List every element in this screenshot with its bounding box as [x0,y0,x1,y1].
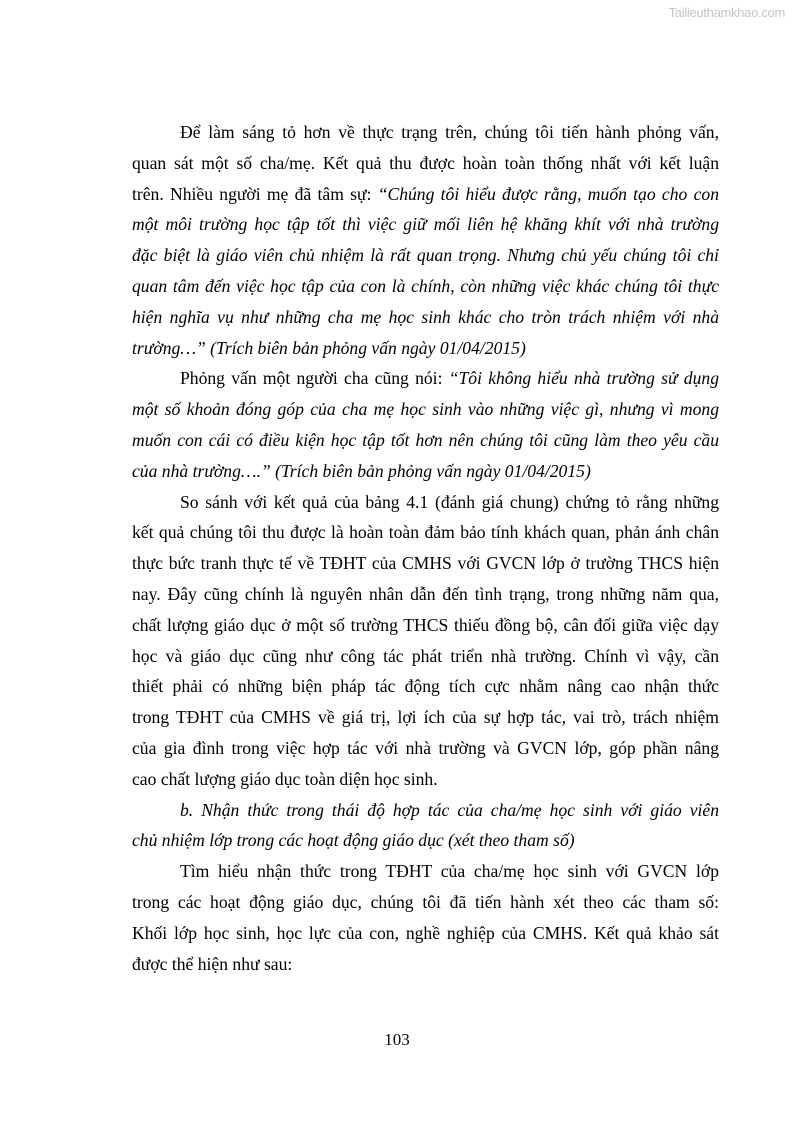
text: Tìm hiểu nhận thức trong TĐHT của cha/mẹ học sinh với GVCN lớp [180,861,719,882]
text-line [132,363,719,394]
text-line [132,517,719,548]
text-line [132,579,719,610]
text: chất lượng giáo dục ở một số trường THCS thiếu đồng bộ, cân đối giữa việc dạy [132,614,719,635]
italic-text: hiện nghĩa vụ như những cha mẹ học sinh khác cho tròn trách nhiệm với nhà [132,306,719,327]
text-line [132,641,719,672]
text-line [132,825,719,856]
text: học và giáo dục cũng như công tác phát triển nhà trường. Chính vì vậy, cần [132,645,719,666]
text-line [132,949,719,980]
text-line [132,764,719,795]
text: Phỏng vấn một người cha cũng nói: [180,368,449,389]
text: Khối lớp học sinh, học lực của con, nghề nghiệp của CMHS. Kết quả khảo sát [132,922,719,943]
text-line [132,456,719,487]
text: Để làm sáng tỏ hơn về thực trạng trên, chúng tôi tiến hành phỏng vấn, [180,122,719,142]
text: nay. Đây cũng chính là nguyên nhân dẫn đến tình trạng, trong những năm qua, [132,583,719,604]
text-line [132,610,719,641]
text: trong TĐHT của CMHS về giá trị, lợi ích của sự hợp tác, vai trò, trách nhiệm [132,707,719,728]
text-line [132,487,719,518]
text: của gia đình trong việc hợp tác với nhà trường và GVCN lớp, góp phần nâng [132,737,719,758]
text-line [132,795,719,826]
italic-text: “Chúng tôi hiểu được rằng, muốn tạo cho con [377,183,719,204]
text: thực bức tranh thực tế về TĐHT của CMHS với GVCN lớp ở trường THCS hiện [132,553,719,574]
italic-text: muốn con cái có điều kiện học tập tốt hơn nên chúng tôi cũng làm theo yêu cầu [132,429,719,450]
italic-text: b. Nhận thức trong thái độ hợp tác của cha/mẹ học sinh với giáo viên [180,799,719,820]
italic-text: quan tâm đến việc học tập của con là chính, còn những việc khác chúng tôi thực [132,275,719,296]
text-line [132,887,719,918]
text-line [132,671,719,702]
text: kết quả chúng tôi thu được là hoàn toàn đảm bảo tính khách quan, phản ánh chân [132,522,719,543]
text-line [132,179,719,210]
text-line [132,425,719,456]
text: cao chất lượng giáo dục toàn diện học sinh. [132,768,438,789]
text-line [132,302,719,333]
text-line [132,702,719,733]
text-line [132,271,719,302]
document-body [132,117,719,979]
italic-text: một môi trường học tập tốt thì việc giữ mối liên hệ khăng khít với nhà trường [132,214,719,235]
text-line [132,918,719,949]
text-line [132,394,719,425]
text: quan sát một số cha/mẹ. Kết quả thu được hoàn toàn thống nhất với kết luận [132,152,719,173]
italic-text: của nhà trường….” (Trích biên bản phỏng vấn ngày 01/04/2015) [132,460,591,481]
watermark: Tailieuthamkhao.com [668,5,785,20]
italic-text: “Tôi không hiểu nhà trường sử dụng [448,368,719,389]
text-line [132,148,719,179]
text-line [132,209,719,240]
italic-text: chủ nhiệm lớp trong các hoạt động giáo dục (xét theo tham số) [132,830,575,851]
text: thiết phải có những biện pháp tác động tích cực nhằm nâng cao nhận thức [132,676,719,697]
text-line [132,856,719,887]
italic-text: một số khoản đóng góp của cha mẹ học sinh vào những việc gì, nhưng vì mong [132,399,719,420]
text-line [132,117,719,148]
text: trong các hoạt động giáo dục, chúng tôi đã tiến hành xét theo các tham số: [132,891,719,912]
text-line [132,240,719,271]
text: So sánh với kết quả của bảng 4.1 (đánh giá chung) chứng tỏ rằng những [180,491,719,512]
text: được thể hiện như sau: [132,953,293,974]
text: trên. Nhiều người mẹ đã tâm sự: [132,183,378,204]
text-line [132,333,719,364]
page-number: 103 [384,1030,410,1049]
text-line [132,548,719,579]
italic-text: đặc biệt là giáo viên chủ nhiệm là rất quan trọng. Nhưng chủ yếu chúng tôi chỉ [132,245,719,266]
italic-text: trường…” (Trích biên bản phỏng vấn ngày 01/04/2015) [132,337,526,358]
text-line [132,733,719,764]
